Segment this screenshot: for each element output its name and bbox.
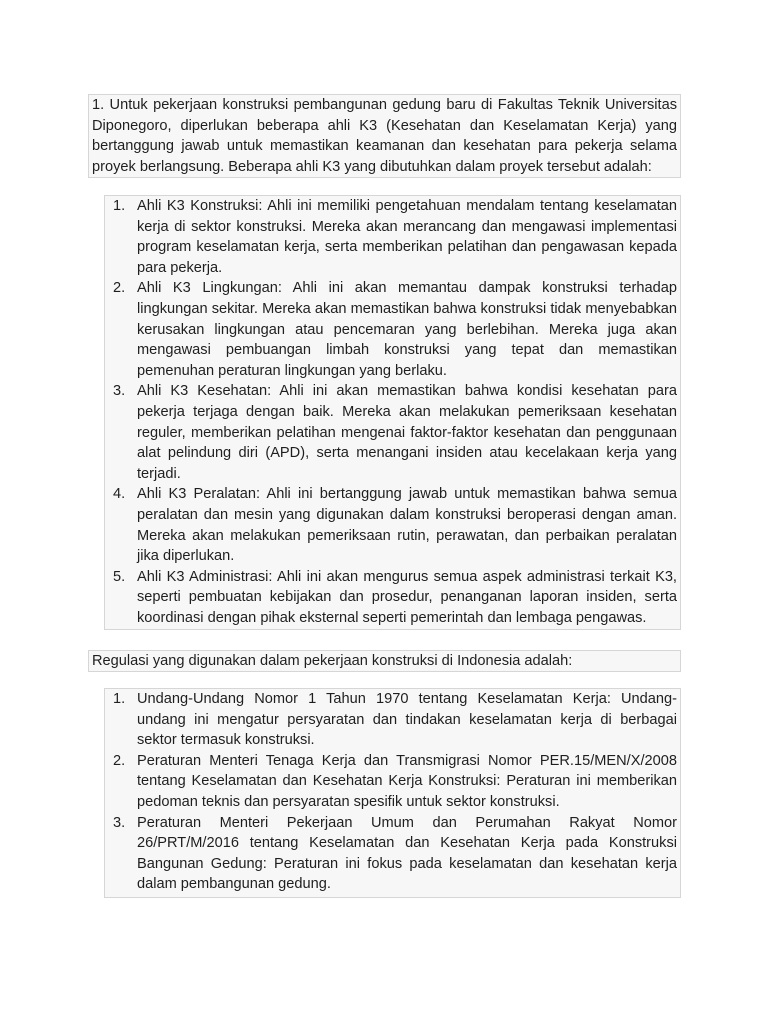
list-item-text: Ahli K3 Kesehatan: Ahli ini akan memastikan bahwa kondisi kesehatan para pekerja terjaga dengan baik. Mereka akan melakukan pemeriksaan kesehatan reguler, memberikan pelatihan mengenai faktor-faktor kesehatan dan penggunaan alat pelindung diri (APD), serta menangani insiden atau kecelakaan kerja yang terjadi.: [137, 383, 677, 482]
list-item-text: Ahli K3 Lingkungan: Ahli ini akan memantau dampak konstruksi terhadap lingkungan sekitar. Mereka akan memastikan bahwa konstruksi tidak menyebabkan kerusakan lingkungan atau pencemaran yang berlebihan. Mereka juga akan mengawasi pembuangan limbah konstruksi yang tepat dan memastikan pemenuhan peraturan lingkungan yang berlaku.: [137, 280, 677, 379]
list-item: [105, 813, 677, 895]
list-item: [105, 751, 677, 813]
list-number: 2.: [113, 280, 126, 297]
list-item-text: Ahli K3 Peralatan: Ahli ini bertanggung jawab untuk memastikan bahwa semua peralatan dan mesin yang digunakan dalam konstruksi beroperasi dengan aman. Mereka akan melakukan pemeriksaan rutin, perawatan, dan perbaikan peralatan jika diperlukan.: [137, 486, 677, 565]
list-number: 1.: [113, 198, 126, 214]
list-number: 2.: [113, 752, 126, 769]
regulations-list: [105, 689, 677, 895]
list-item-text: Ahli K3 Konstruksi: Ahli ini memiliki pengetahuan mendalam tentang keselamatan kerja di sektor konstruksi. Mereka akan merancang dan mengawasi implementasi program keselamatan kerja, serta memberikan pelatihan dan pengawasan kepada para pekerja.: [137, 198, 677, 276]
intro-paragraph: 1. Untuk pekerjaan konstruksi pembangunan gedung baru di Fakultas Teknik Universitas Diponegoro, diperlukan beberapa ahli K3 (Kesehatan dan Keselamatan Kerja) yang bertanggung jawab untuk memastikan keamanan dan kesehatan para pekerja selama proyek berlangsung. Beberapa ahli K3 yang dibutuhkan dalam proyek tersebut adalah:: [92, 97, 677, 175]
list-item-text: Peraturan Menteri Tenaga Kerja dan Transmigrasi Nomor PER.15/MEN/X/2008 tentang Keselamatan dan Kesehatan Kerja Konstruksi: Peraturan ini memberikan pedoman teknis dan persyaratan spesifik untuk sektor konstruksi.: [137, 752, 677, 810]
list-number: 3.: [113, 383, 126, 400]
list-item-text: Peraturan Menteri Pekerjaan Umum dan Perumahan Rakyat Nomor 26/PRT/M/2016 tentang Keselamatan dan Kesehatan Kerja pada Konstruksi Bangunan Gedung: Peraturan ini fokus pada keselamatan dan kesehatan kerja dalam pembangunan gedung.: [137, 814, 677, 893]
list-item-text: Undang-Undang Nomor 1 Tahun 1970 tentang Keselamatan Kerja: Undang-undang ini mengatur persyaratan dan tindakan keselamatan kerja di berbagai sektor termasuk konstruksi.: [137, 691, 677, 749]
experts-list-box: [104, 195, 681, 630]
regulations-heading: Regulasi yang digunakan dalam pekerjaan konstruksi di Indonesia adalah:: [92, 653, 573, 669]
list-item: [105, 381, 677, 484]
list-item: [105, 484, 677, 566]
list-item: [105, 689, 677, 751]
list-number: 3.: [113, 814, 126, 831]
list-number: 1.: [113, 691, 126, 707]
regulations-heading-box: [88, 650, 681, 672]
list-number: 5.: [113, 568, 126, 585]
regulations-list-box: [104, 688, 681, 898]
intro-paragraph-box: [88, 94, 681, 178]
list-item-text: Ahli K3 Administrasi: Ahli ini akan mengurus semua aspek administrasi terkait K3, seperti pembuatan kebijakan dan prosedur, penanganan laporan insiden, serta koordinasi dengan pihak eksternal seperti pemerintah dan lembaga pengawas.: [137, 568, 677, 626]
list-number: 4.: [113, 486, 126, 503]
list-item: [105, 567, 677, 629]
list-item: [105, 196, 677, 278]
experts-list: [105, 196, 677, 628]
list-item: [105, 278, 677, 381]
